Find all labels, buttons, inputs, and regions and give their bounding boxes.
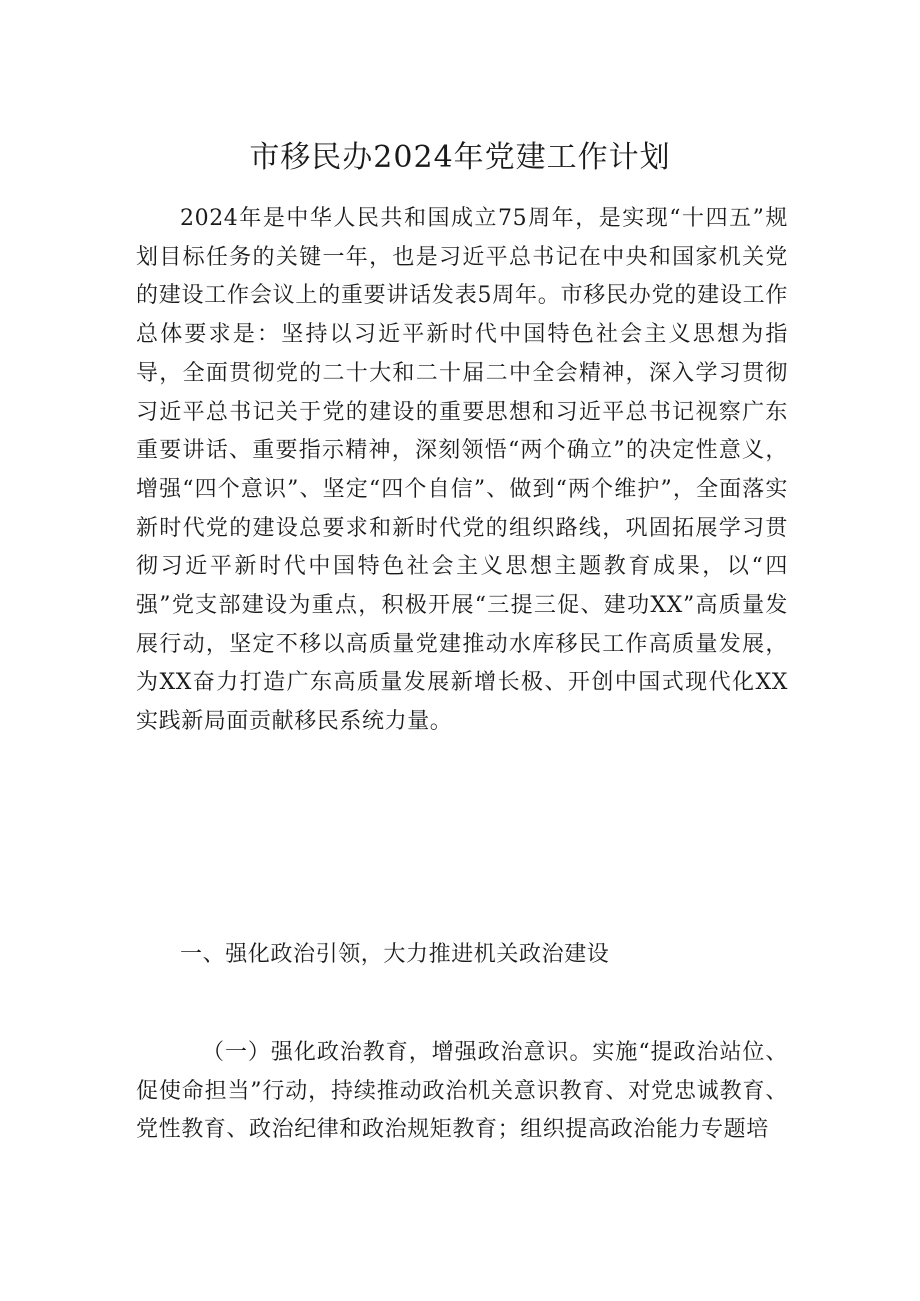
intro-paragraph: 2024年是中华人民共和国成立75周年，是实现“十四五”规划目标任务的关键一年，也是习近平总书记在中央和国家机关党的建设工作会议上的重要讲话发表5周年。市移民办党的建设工作总体要求是：坚持以习近平新时代中国特色社会主义思想为指导，全面贯彻党的二十大和二十届二中全会精神，深入学习贯彻习近平总书记关于党的建设的重要思想和习近平总书记视察广东重要讲话、重要指示精神，深刻领悟“两个确立”的决定性意义，增强“四个意识”、坚定“四个自信”、做到“两个维护”，全面落实新时代党的建设总要求和新时代党的组织路线，巩固拓展学习贯彻习近平新时代中国特色社会主义思想主题教育成果，以“四强”党支部建设为重点，积极开展“三提三促、建功XX”高质量发展行动，坚定不移以高质量党建推动水库移民工作高质量发展，为XX奋力打造广东高质量发展新增长极、开创中国式现代化XX实践新局面贡献移民系统力量。 [136,206,788,735]
subsection-paragraph: （一）强化政治教育，增强政治意识。实施“提政治站位、促使命担当”行动，持续推动政治机关意识教育、对党忠诚教育、党性教育、政治纪律和政治规矩教育；组织提高政治能力专题培 [136,1040,788,1143]
document-title: 市移民办2024年党建工作计划 [249,140,671,175]
section-heading: 一、强化政治引领，大力推进机关政治建设 [180,942,610,967]
